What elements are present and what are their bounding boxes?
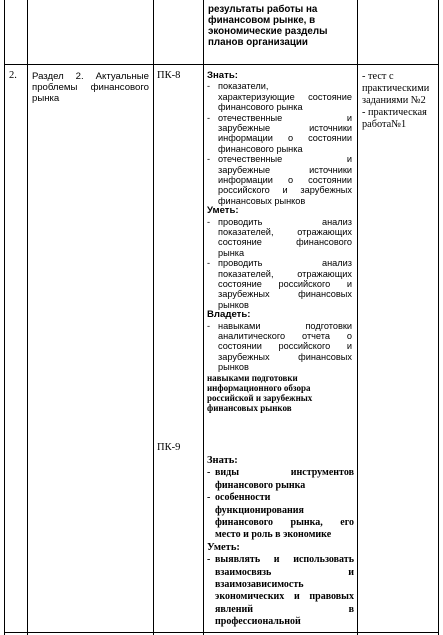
can-item-line: рынков (218, 299, 249, 310)
can-item-line: выявлять и использовать (215, 554, 354, 566)
section-title-line: рынка (32, 93, 60, 104)
own-item-line: рынков (218, 362, 249, 373)
list-dash: - (207, 467, 211, 479)
section-title-line: Раздел 2. Актуальные (32, 71, 149, 82)
section-title-line: проблемы финансового (32, 82, 149, 93)
can-item-line: проводить анализ (218, 258, 352, 269)
can-title: Уметь: (207, 541, 240, 553)
know-item-line: финансового рынка, его (215, 517, 354, 528)
table-border-left (4, 0, 5, 635)
list-dash: - (207, 492, 211, 504)
top-row-line: финансовом рынке, в (208, 15, 316, 26)
can-title: Уметь: (207, 205, 239, 217)
can-item-line: взаимосвязь и (215, 566, 354, 578)
competence-code-pk9: ПК-9 (157, 442, 181, 453)
assessment-line: - практическая (362, 107, 427, 118)
assessment-line: практическими (362, 83, 430, 94)
own-item-line: навыками подготовки (218, 320, 352, 331)
know-item-line: финансового рынка (218, 102, 303, 113)
know-item-line: зарубежные источники (218, 164, 352, 175)
know-item-line: зарубежные источники (218, 123, 352, 133)
own-extra-line: финансовых рынков (207, 402, 292, 413)
list-dash: - (207, 216, 211, 227)
table-col-divider-2 (153, 0, 154, 635)
list-dash: - (207, 554, 211, 566)
assessment-line: заданиями №2 (362, 95, 426, 106)
list-dash: - (207, 154, 211, 165)
know-item-line: виды инструментов (215, 467, 354, 479)
table-col-divider-3 (203, 0, 204, 635)
can-item-line: проводить анализ (218, 216, 352, 227)
know-item-line: особенности (215, 492, 271, 504)
top-row-line: экономические разделы (208, 26, 328, 37)
know-item-line: финансового рынка (218, 143, 303, 154)
own-item-line: аналитического отчета о (218, 331, 352, 341)
can-item-line: явлений в (215, 603, 354, 615)
top-row-line: результаты работы на (208, 4, 318, 15)
own-extra-line: информационного обзора (207, 382, 311, 393)
know-item-line: информации о состоянии (218, 175, 352, 185)
table-border-bottom (4, 632, 439, 633)
know-title: Знать: (207, 455, 238, 466)
own-extra-line: навыками подготовки (207, 372, 298, 383)
can-item-line: состояние финансового (218, 237, 352, 248)
list-dash: - (207, 320, 211, 331)
can-item-line: профессиональной (215, 616, 301, 628)
know-item-line: место и роль в экономике (215, 529, 332, 541)
know-item-line: информации о состоянии (218, 133, 352, 144)
know-item-line: финансового рынка (215, 479, 306, 491)
list-dash: - (207, 112, 211, 123)
can-item-line: экономических и правовых (215, 591, 354, 603)
competence-code-pk8: ПК-8 (157, 70, 181, 81)
table-col-divider-4 (357, 0, 358, 635)
own-title: Владеть: (207, 309, 251, 321)
can-item-line: рынка (218, 247, 245, 258)
know-item-line: российского и зарубежных (218, 185, 352, 196)
table-col-divider-1 (27, 0, 28, 635)
know-item-line: функционирования (215, 504, 304, 516)
top-row-line: планов организации (208, 37, 308, 48)
can-item-line: взаимозависимость (215, 579, 304, 590)
can-item-line: показателей, отражающих (218, 227, 352, 237)
assessment-line: работа№1 (362, 119, 407, 130)
know-item-line: показатели, (218, 81, 269, 92)
assessment-line: - тест с (362, 71, 394, 82)
know-item-line: отечественные и (218, 154, 352, 165)
table-row-divider (4, 64, 439, 65)
know-item-line: финансовых рынков (218, 195, 306, 206)
row-number: 2. (9, 70, 17, 81)
know-item-line: характеризующие состояние (218, 91, 352, 102)
own-item-line: зарубежных финансовых (218, 351, 352, 362)
own-item-line: состоянии российского и (218, 341, 352, 352)
table-border-right (438, 0, 439, 635)
list-dash: - (207, 258, 211, 269)
know-title: Знать: (207, 70, 238, 81)
list-dash: - (207, 81, 211, 92)
own-extra-line: российской и зарубежных (207, 392, 313, 403)
can-item-line: показателей, отражающих (218, 268, 352, 279)
can-item-line: состояние российского и (218, 279, 352, 289)
know-item-line: отечественные и (218, 112, 352, 123)
can-item-line: зарубежных финансовых (218, 289, 352, 300)
